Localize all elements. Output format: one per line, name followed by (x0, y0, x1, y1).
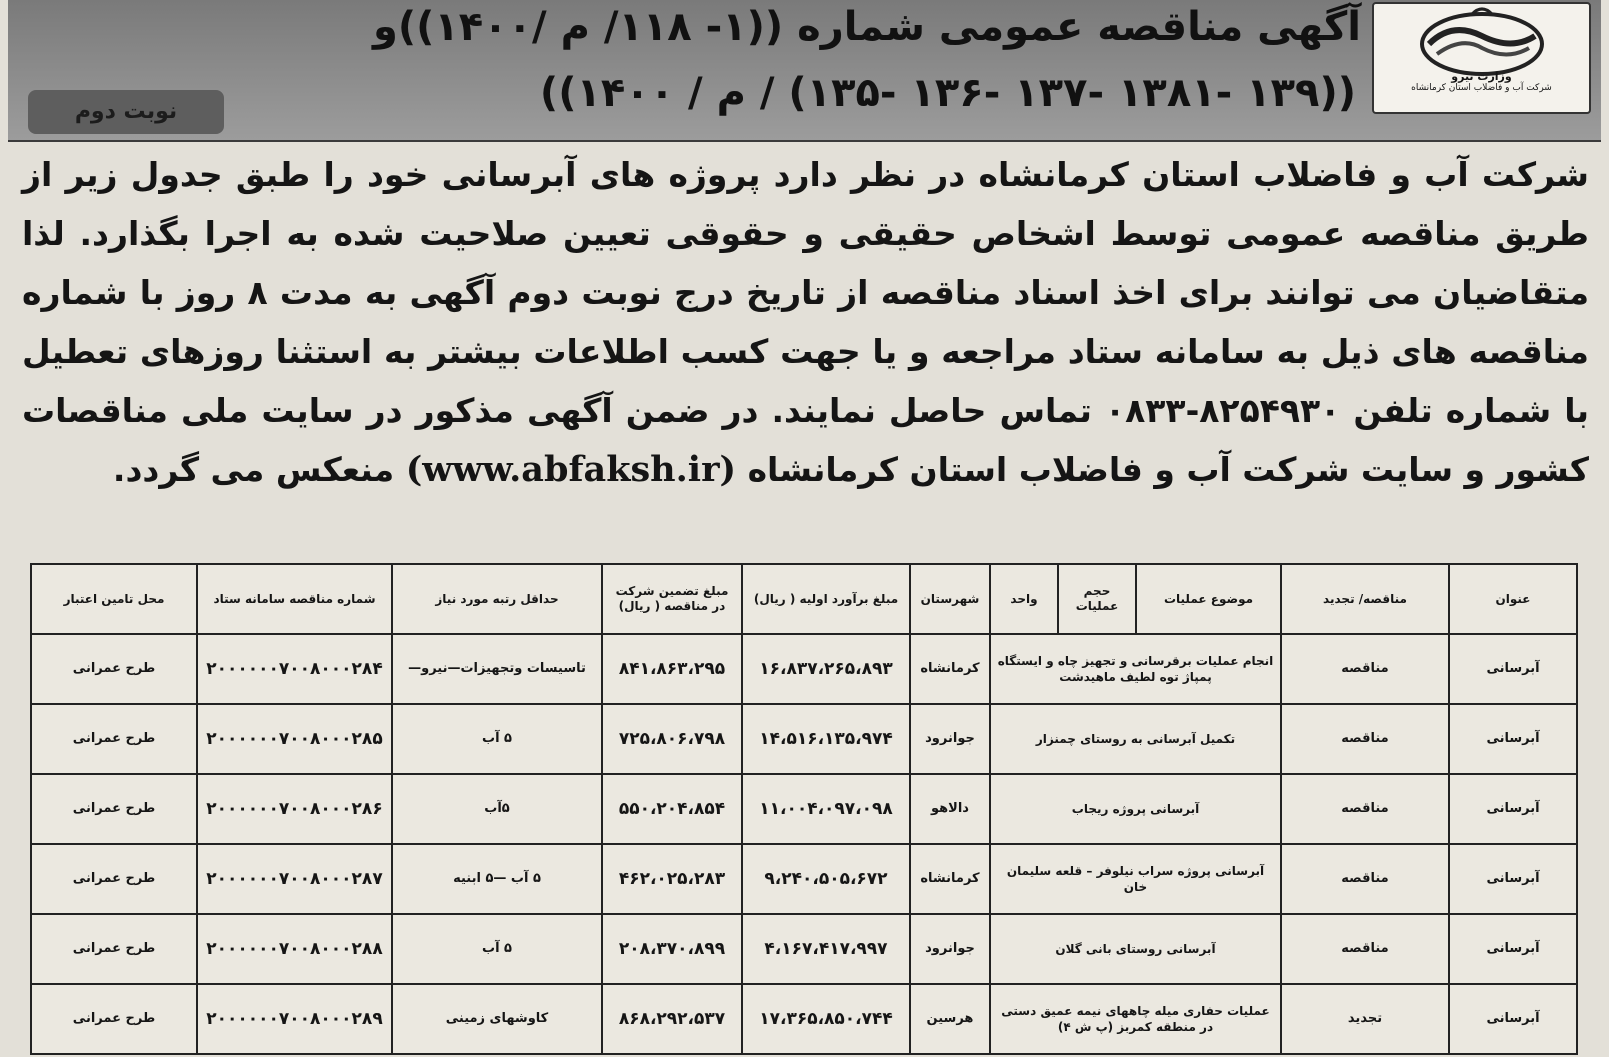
notice-body-paragraph (22, 145, 1589, 499)
column-header: عنوان (1449, 564, 1577, 634)
cell-guarantee: ۲۰۸،۳۷۰،۸۹۹ (602, 914, 742, 984)
cell-title: آبرسانی (1449, 704, 1577, 774)
cell-estimate: ۱۴،۵۱۶،۱۳۵،۹۷۴ (742, 704, 910, 774)
column-header: حجم عملیات (1058, 564, 1136, 634)
cell-type: مناقصه (1281, 704, 1449, 774)
cell-subject: عملیات حفاری میله چاههای نیمه عمیق دستی در منطقه کمربز (پ ش ۴) (990, 984, 1281, 1054)
cell-tender-no: ۲۰۰۰۰۰۰۷۰۰۸۰۰۰۲۸۹ (197, 984, 392, 1054)
cell-title: آبرسانی (1449, 634, 1577, 704)
body-text-start: شرکت آب و فاضلاب استان کرمانشاه در نظر دارد پروژه های آبرسانی خود را طبق جدول زیر از طریق مناقصه عمومی توسط اشخاص حقیقی و حقوقی تعیین صلاحیت شده به اجرا بگذارد. لذا متقاضیان می توانند برای اخذ اسناد مناقصه از تاریخ درج نوبت دوم آگهی به مدت ۸ روز با شماره مناقصه های ذیل به سامانه ستاد مراجعه و یا جهت کسب اطلاعات بیشتر به استثنا روزهای تعطیل با شماره تلفن ۸۲۵۴۹۳۰-۰۸۳۳ تماس حاصل نمایند. در ضمن آگهی مذکور در سایت ملی مناقصات کشور و سایت شرکت آب و فاضلاب استان کرمانشاه (22, 155, 1589, 489)
cell-grade: ۵آب (392, 774, 602, 844)
column-header: شماره مناقصه سامانه ستاد (197, 564, 392, 634)
cell-estimate: ۹،۲۴۰،۵۰۵،۶۷۲ (742, 844, 910, 914)
notice-title-line1: آگهی مناقصه عمومی شماره ((۱- ۱۱۸/ م /۱۴۰۰))و (372, 4, 1361, 50)
cell-funding: طرح عمرانی (31, 634, 197, 704)
cell-type: مناقصه (1281, 634, 1449, 704)
cell-city: کرمانشاه (910, 634, 990, 704)
cell-estimate: ۱۷،۳۶۵،۸۵۰،۷۴۴ (742, 984, 910, 1054)
table-row (31, 704, 1577, 774)
column-header: مبلغ برآورد اولیه ( ریال) (742, 564, 910, 634)
cell-tender-no: ۲۰۰۰۰۰۰۷۰۰۸۰۰۰۲۸۵ (197, 704, 392, 774)
cell-estimate: ۴،۱۶۷،۴۱۷،۹۹۷ (742, 914, 910, 984)
cell-funding: طرح عمرانی (31, 914, 197, 984)
round-badge: نوبت دوم (28, 90, 224, 134)
cell-funding: طرح عمرانی (31, 774, 197, 844)
column-header: محل تامین اعتبار (31, 564, 197, 634)
column-header: شهرستان (910, 564, 990, 634)
cell-title: آبرسانی (1449, 844, 1577, 914)
cell-city: هرسین (910, 984, 990, 1054)
cell-grade: ۵ آب —۵ ابنیه (392, 844, 602, 914)
table-row (31, 774, 1577, 844)
table-header-row (31, 564, 1577, 634)
company-logo (1372, 2, 1591, 114)
table-row (31, 844, 1577, 914)
cell-guarantee: ۸۴۱،۸۶۳،۲۹۵ (602, 634, 742, 704)
tender-table (30, 563, 1578, 1055)
cell-type: مناقصه (1281, 774, 1449, 844)
cell-tender-no: ۲۰۰۰۰۰۰۷۰۰۸۰۰۰۲۸۶ (197, 774, 392, 844)
cell-title: آبرسانی (1449, 984, 1577, 1054)
column-header: مناقصه/ تجدید (1281, 564, 1449, 634)
column-header: حداقل رتبه مورد نیاز (392, 564, 602, 634)
notice-title-line2: ((۱۳۹ -۱۳۸۱ -۱۳۷ -۱۳۶ -۱۳۵) / م / ۱۴۰۰)) (539, 70, 1356, 116)
cell-type: مناقصه (1281, 914, 1449, 984)
column-header: موضوع عملیات (1136, 564, 1281, 634)
cell-type: مناقصه (1281, 844, 1449, 914)
column-header: واحد (990, 564, 1058, 634)
cell-estimate: ۱۱،۰۰۴،۰۹۷،۰۹۸ (742, 774, 910, 844)
cell-tender-no: ۲۰۰۰۰۰۰۷۰۰۸۰۰۰۲۸۴ (197, 634, 392, 704)
cell-title: آبرسانی (1449, 774, 1577, 844)
cell-subject: انجام عملیات برقرسانی و تجهیز چاه و ایستگاه پمپاژ توه لطیف ماهیدشت (990, 634, 1281, 704)
logo-company-text: شرکت آب و فاضلاب استان کرمانشاه (1411, 83, 1552, 93)
column-header: مبلغ تضمین شرکت در مناقصه ( ریال) (602, 564, 742, 634)
cell-subject: آبرسانی پروژه سراب نیلوفر – قلعه سلیمان خان (990, 844, 1281, 914)
cell-grade: ۵ آب (392, 704, 602, 774)
header-band (8, 0, 1601, 142)
table-row (31, 634, 1577, 704)
cell-funding: طرح عمرانی (31, 984, 197, 1054)
cell-grade: کاوشهای زمینی (392, 984, 602, 1054)
water-logo-icon (1407, 6, 1557, 76)
cell-subject: آبرسانی پروژه ریجاب (990, 774, 1281, 844)
logo-ministry-text: وزارت نیرو (1451, 70, 1512, 83)
cell-type: تجدید (1281, 984, 1449, 1054)
cell-city: جوانرود (910, 914, 990, 984)
cell-guarantee: ۵۵۰،۲۰۴،۸۵۴ (602, 774, 742, 844)
cell-city: دالاهو (910, 774, 990, 844)
cell-title: آبرسانی (1449, 914, 1577, 984)
cell-grade: تاسیسات وتجهیزات—نیرو— (392, 634, 602, 704)
cell-funding: طرح عمرانی (31, 704, 197, 774)
cell-tender-no: ۲۰۰۰۰۰۰۷۰۰۸۰۰۰۲۸۸ (197, 914, 392, 984)
cell-subject: آبرسانی روستای بانی گلان (990, 914, 1281, 984)
table-row (31, 914, 1577, 984)
cell-guarantee: ۷۲۵،۸۰۶،۷۹۸ (602, 704, 742, 774)
cell-guarantee: ۸۶۸،۲۹۲،۵۳۷ (602, 984, 742, 1054)
cell-funding: طرح عمرانی (31, 844, 197, 914)
cell-guarantee: ۴۶۲،۰۲۵،۲۸۳ (602, 844, 742, 914)
cell-tender-no: ۲۰۰۰۰۰۰۷۰۰۸۰۰۰۲۸۷ (197, 844, 392, 914)
cell-city: جوانرود (910, 704, 990, 774)
cell-subject: تکمیل آبرسانی به روستای چمنزار (990, 704, 1281, 774)
cell-grade: ۵ آب (392, 914, 602, 984)
table-row (31, 984, 1577, 1054)
body-text-end: منعکس می گردد. (112, 450, 406, 489)
cell-city: کرمانشاه (910, 844, 990, 914)
cell-estimate: ۱۶،۸۳۷،۲۶۵،۸۹۳ (742, 634, 910, 704)
website-link[interactable]: (www.abfaksh.ir) (405, 449, 737, 490)
